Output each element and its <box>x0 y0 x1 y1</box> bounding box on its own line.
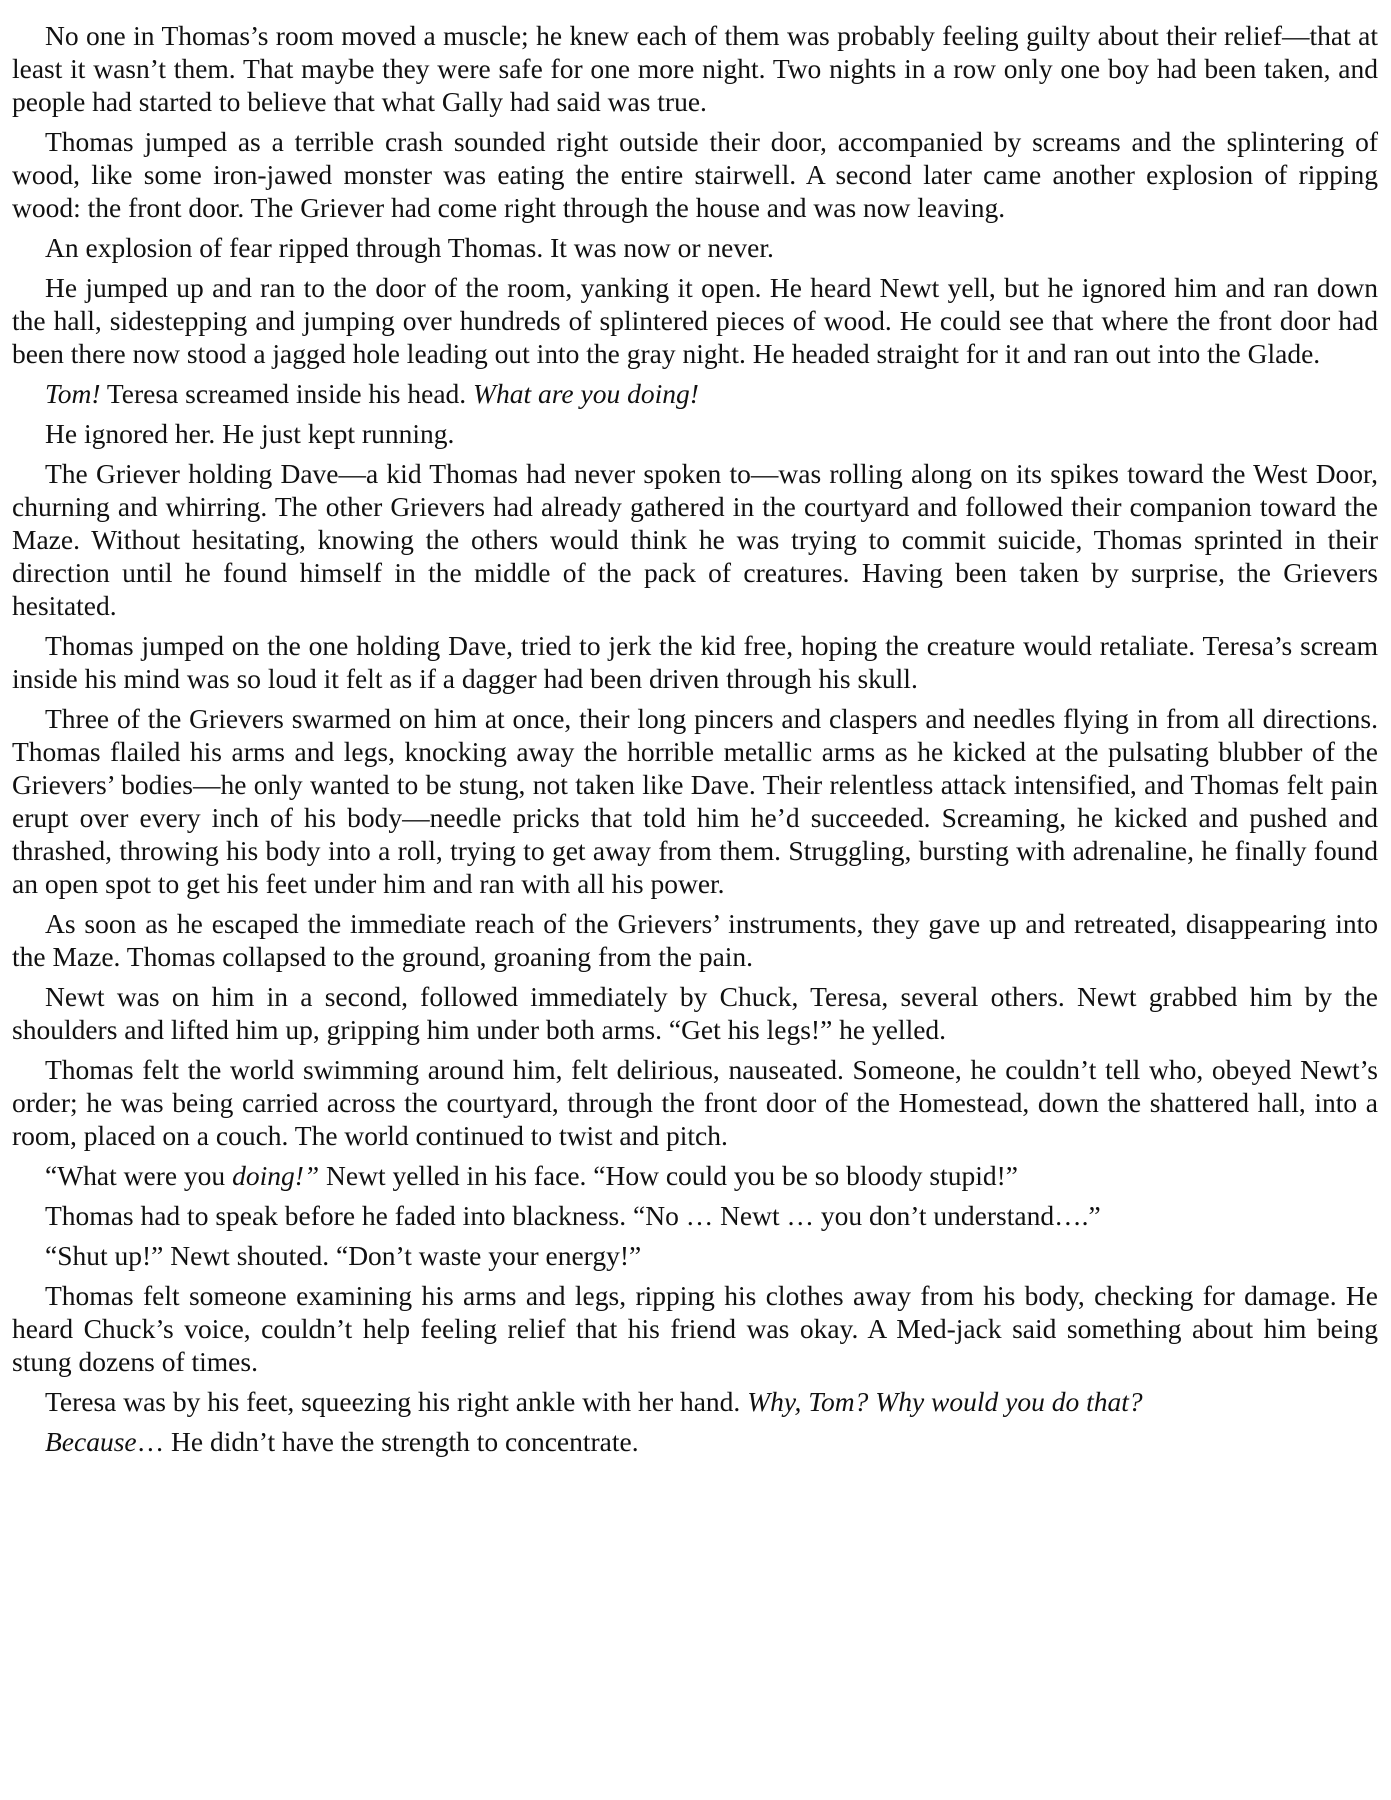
text-segment: Thomas jumped on the one holding Dave, tried to jerk the kid free, hoping the creature would retaliate. Teresa’s scream inside his mind was so loud it felt as if a dagger had been driven through his skull. <box>12 630 1378 694</box>
paragraph <box>12 457 1378 622</box>
paragraph <box>12 271 1378 370</box>
text-segment: Thomas had to speak before he faded into blackness. “No … Newt … you don’t understand….” <box>45 1200 1101 1231</box>
text-segment: Newt yelled in his face. “How could you be so bloody stupid!” <box>319 1160 1018 1191</box>
italic-thought-segment: What are you doing! <box>473 378 699 409</box>
paragraph <box>12 417 1378 450</box>
text-segment: “What were you <box>45 1160 233 1191</box>
paragraph <box>12 1279 1378 1378</box>
paragraph <box>12 702 1378 900</box>
paragraph <box>12 1239 1378 1272</box>
text-segment: As soon as he escaped the immediate reach of the Grievers’ instruments, they gave up and retreated, disappearing into the Maze. Thomas collapsed to the ground, groaning from the pain. <box>12 908 1378 972</box>
italic-thought-segment: Tom! <box>45 378 101 409</box>
paragraph <box>12 907 1378 973</box>
paragraph <box>12 629 1378 695</box>
paragraph <box>12 1159 1378 1192</box>
text-segment: Newt was on him in a second, followed immediately by Chuck, Teresa, several others. Newt grabbed him by the shoulders and lifted him up, gripping him under both arms. “Get his legs!” he yelled. <box>12 981 1378 1045</box>
paragraph <box>12 377 1378 410</box>
text-segment: Teresa was by his feet, squeezing his right ankle with her hand. <box>45 1386 748 1417</box>
paragraph <box>12 1053 1378 1152</box>
text-segment: Thomas felt someone examining his arms and legs, ripping his clothes away from his body, checking for damage. He heard Chuck’s voice, couldn’t help feeling relief that his friend was okay. A Med-jack said something about him being stung dozens of times. <box>12 1280 1378 1377</box>
paragraph <box>12 125 1378 224</box>
paragraph <box>12 1199 1378 1232</box>
paragraph <box>12 1425 1378 1458</box>
italic-emphasis-segment: doing!” <box>232 1160 320 1191</box>
text-segment: … He didn’t have the strength to concentrate. <box>136 1426 639 1457</box>
paragraph <box>12 19 1378 118</box>
text-segment: No one in Thomas’s room moved a muscle; he knew each of them was probably feeling guilty about their relief—that at least it wasn’t them. That maybe they were safe for one more night. Two nights in a row only one boy had been taken, and people had started to believe that what Gally had said was true. <box>12 20 1378 117</box>
text-segment: Three of the Grievers swarmed on him at once, their long pincers and claspers and needles flying in from all directions. Thomas flailed his arms and legs, knocking away the horrible metallic arms as he kicked at the pulsating blubber of the Grievers’ bodies—he only wanted to be stung, not taken like Dave. Their relentless attack intensified, and Thomas felt pain erupt over every inch of his body—needle pricks that told him he’d succeeded. Screaming, he kicked and pushed and thrashed, throwing his body into a roll, trying to get away from them. Struggling, bursting with adrenaline, he finally found an open spot to get his feet under him and ran with all his power. <box>12 703 1378 899</box>
text-segment: An explosion of fear ripped through Thomas. It was now or never. <box>45 232 774 263</box>
text-segment: He ignored her. He just kept running. <box>45 418 455 449</box>
text-segment: Thomas jumped as a terrible crash sounded right outside their door, accompanied by screams and the splintering of wood, like some iron-jawed monster was eating the entire stairwell. A second later came another explosion of ripping wood: the front door. The Griever had come right through the house and was now leaving. <box>12 126 1378 223</box>
text-segment: Thomas felt the world swimming around him, felt delirious, nauseated. Someone, he couldn’t tell who, obeyed Newt’s order; he was being carried across the courtyard, through the front door of the Homestead, down the shattered hall, into a room, placed on a couch. The world continued to twist and pitch. <box>12 1054 1378 1151</box>
italic-thought-segment: Why, Tom? Why would you do that? <box>747 1386 1143 1417</box>
paragraph <box>12 1385 1378 1418</box>
paragraph <box>12 231 1378 264</box>
text-segment: He jumped up and ran to the door of the room, yanking it open. He heard Newt yell, but he ignored him and ran down the hall, sidestepping and jumping over hundreds of splintered pieces of wood. He could see that where the front door had been there now stood a jagged hole leading out into the gray night. He headed straight for it and ran out into the Glade. <box>12 272 1378 369</box>
italic-thought-segment: Because <box>45 1426 137 1457</box>
paragraph <box>12 980 1378 1046</box>
text-segment: “Shut up!” Newt shouted. “Don’t waste your energy!” <box>45 1240 642 1271</box>
text-segment: The Griever holding Dave—a kid Thomas had never spoken to—was rolling along on its spikes toward the West Door, churning and whirring. The other Grievers had already gathered in the courtyard and followed their companion toward the Maze. Without hesitating, knowing the others would think he was trying to commit suicide, Thomas sprinted in their direction until he found himself in the middle of the pack of creatures. Having been taken by surprise, the Grievers hesitated. <box>12 458 1378 621</box>
text-segment: Teresa screamed inside his head. <box>100 378 474 409</box>
